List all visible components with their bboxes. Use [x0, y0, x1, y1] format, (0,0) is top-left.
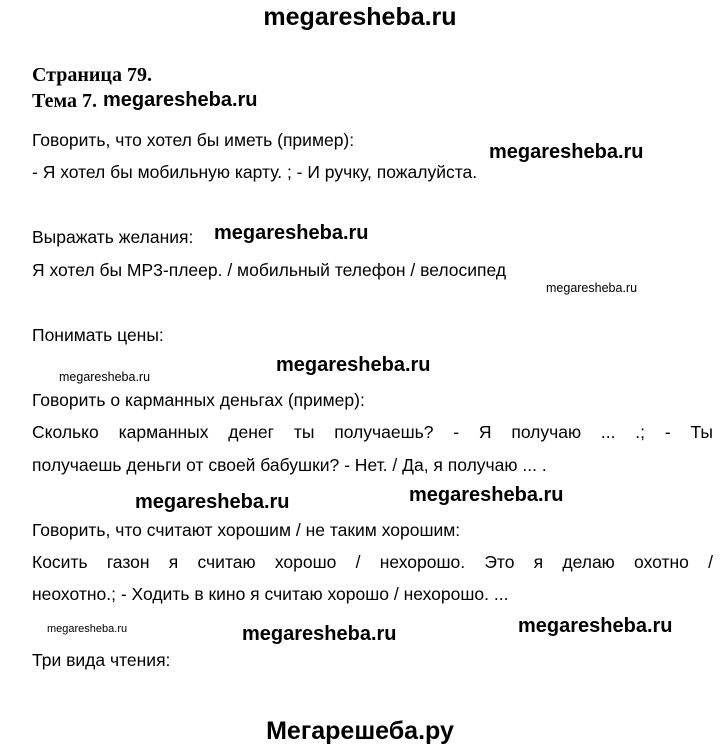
text-word: карманных: [118, 422, 209, 442]
text-word: Я: [478, 422, 492, 442]
text-word: ты: [293, 422, 315, 442]
text-line: Говорить о карманных деньгах (пример):: [32, 390, 365, 410]
text-line: Три вида чтения:: [32, 650, 171, 670]
text-word: Ты: [690, 422, 713, 442]
text-line: неохотно.; - Ходить в кино я считаю хорошо / нехорошо. ...: [32, 584, 509, 604]
text-word: Сколько: [32, 422, 99, 442]
page-title: Страница 79.: [32, 64, 152, 86]
watermark: megaresheba.ru: [47, 623, 128, 635]
text-word: нехорошо.: [379, 552, 466, 572]
watermark: megaresheba.ru: [135, 491, 290, 513]
site-header: megaresheba.ru: [263, 3, 457, 31]
watermark: megaresheba.ru: [214, 222, 369, 244]
text-word: я: [168, 552, 179, 572]
text-word: /: [355, 552, 361, 572]
text-word: Косить: [32, 552, 88, 572]
text-line: Понимать цены:: [32, 325, 164, 345]
text-word: .;: [635, 422, 646, 442]
text-line: получаешь деньги от своей бабушки? - Нет. / Да, я получаю ... .: [32, 455, 547, 475]
watermark: megaresheba.ru: [59, 370, 151, 384]
text-word: получаешь?: [334, 422, 434, 442]
text-line: Говорить, что считают хорошим / не таким хорошим:: [32, 520, 461, 540]
text-word: считаю: [197, 552, 256, 572]
text-line: Говорить, что хотел бы иметь (пример):: [32, 130, 355, 150]
text-word: делаю: [562, 552, 615, 572]
text-word: получаю: [511, 422, 582, 442]
watermark: megaresheba.ru: [518, 615, 673, 637]
watermark: megaresheba.ru: [546, 281, 638, 295]
text-line: Выражать желания:: [32, 227, 194, 247]
text-word: /: [708, 552, 713, 572]
text-word: газон: [106, 552, 150, 572]
text-word: я: [533, 552, 544, 572]
text-line: Я хотел бы MP3-плеер. / мобильный телефон / велосипед: [32, 260, 507, 280]
watermark: megaresheba.ru: [409, 484, 564, 506]
text-word: ...: [600, 422, 616, 442]
text-word: Это: [484, 552, 515, 572]
text-word: -: [453, 422, 460, 442]
text-word: хорошо: [274, 552, 337, 572]
topic-heading: Тема 7.: [32, 90, 97, 112]
text-line: [32, 420, 713, 444]
watermark: megaresheba.ru: [242, 623, 397, 645]
watermark: megaresheba.ru: [489, 141, 644, 163]
text-line: [32, 550, 713, 574]
watermark: megaresheba.ru: [276, 354, 431, 376]
site-footer: Мегарешеба.ру: [266, 717, 454, 745]
text-word: -: [664, 422, 671, 442]
text-line: - Я хотел бы мобильную карту. ; - И ручку, пожалуйста.: [32, 162, 478, 182]
watermark: megaresheba.ru: [103, 89, 258, 111]
text-word: охотно: [634, 552, 689, 572]
text-word: денег: [228, 422, 275, 442]
